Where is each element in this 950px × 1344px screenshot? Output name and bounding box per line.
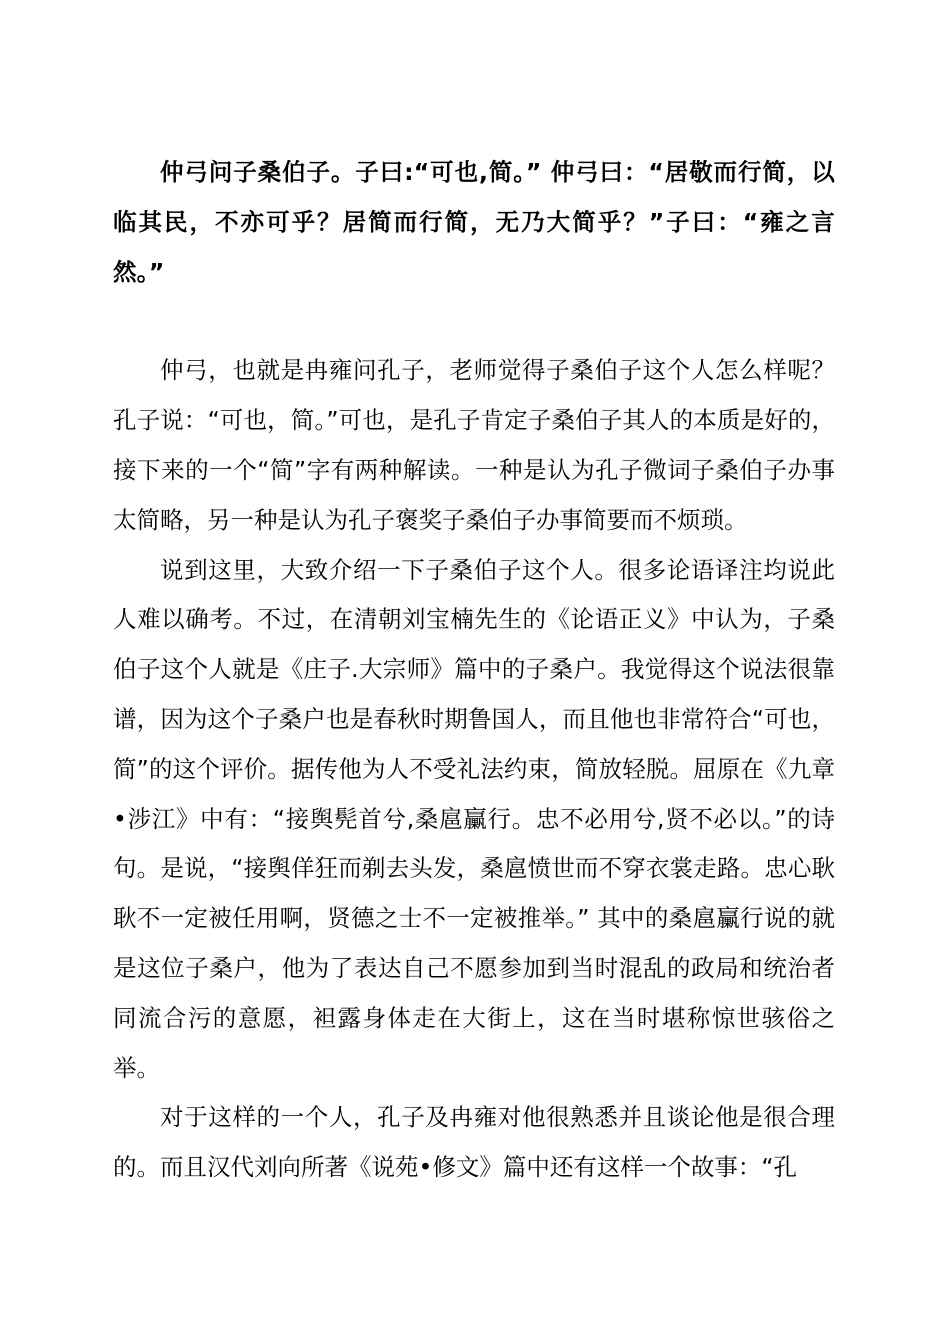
- document-page: [113, 148, 835, 1193]
- body-paragraph-2: 说到这里，大致介绍一下子桑伯子这个人。很多论语译注均说此人难以确考。不过，在清朝刘宝楠先生的《论语正义》中认为，子桑伯子这个人就是《庄子.大宗师》篇中的子桑户。我觉得这个说法很靠谱，因为这个子桑户也是春秋时期鲁国人，而且他也非常符合“可也，简”的这个评价。据传他为人不受礼法约束，简放轻脱。屈原在《九章•涉江》中有：“接舆髡首兮,桑扈臝行。忠不必用兮,贤不必以。”的诗句。是说，“接舆佯狂而剃去头发，桑扈愤世而不穿衣裳走路。忠心耿耿不一定被任用啊，贤德之士不一定被推举。” 其中的桑扈臝行说的就是这位子桑户，他为了表达自己不愿参加到当时混乱的政局和统治者同流合污的意愿，袒露身体走在大街上，这在当时堪称惊世骇俗之举。: [113, 555, 835, 1082]
- quote-paragraph: 仲弓问子桑伯子。子曰:“可也,简。” 仲弓曰：“居敬而行简，以临其民，不亦可乎？居简而行简，无乃大简乎？”子曰：“雍之言然。”: [113, 158, 835, 286]
- body-paragraph-1: 仲弓，也就是冉雍问孔子，老师觉得子桑伯子这个人怎么样呢？孔子说：“可也，简。”可也，是孔子肯定子桑伯子其人的本质是好的，接下来的一个“简”字有两种解读。一种是认为孔子微词子桑伯子办事太简略，另一种是认为孔子褒奖子桑伯子办事简要而不烦琐。: [113, 356, 835, 534]
- body-paragraph-3: 对于这样的一个人，孔子及冉雍对他很熟悉并且谈论他是很合理的。而且汉代刘向所著《说苑•修文》篇中还有这样一个故事：“孔: [113, 1103, 835, 1182]
